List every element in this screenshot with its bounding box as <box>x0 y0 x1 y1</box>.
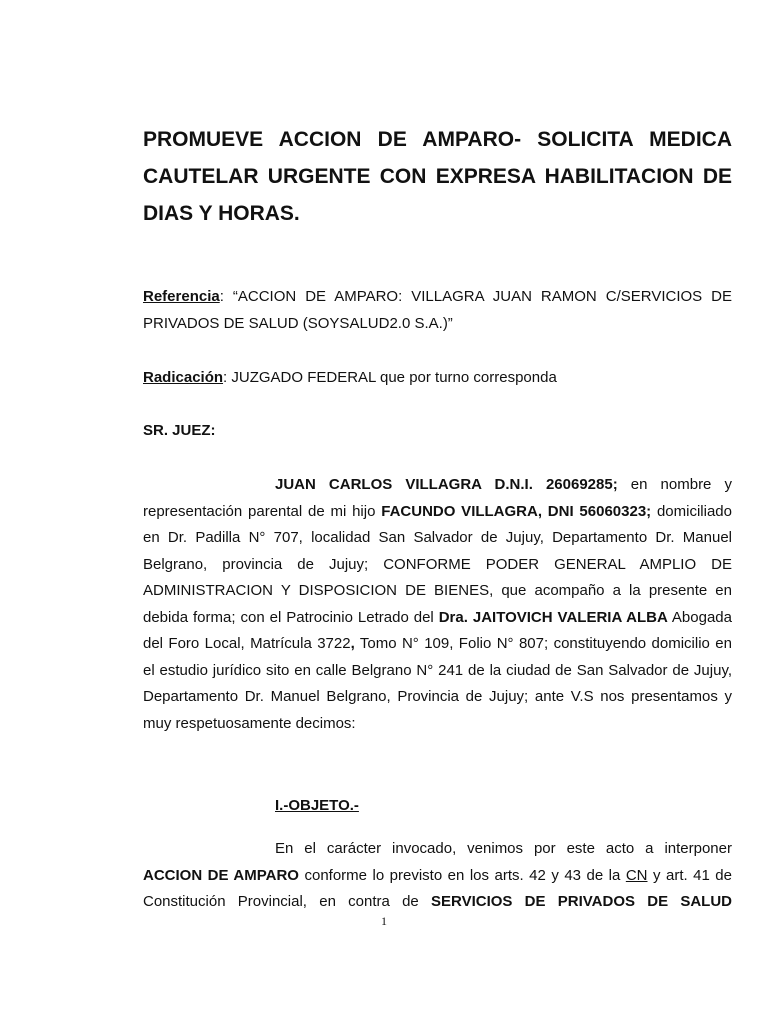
petitioner-name: JUAN CARLOS VILLAGRA D.N.I. 26069285; <box>275 476 618 493</box>
radicacion-paragraph <box>143 365 732 392</box>
referencia-paragraph <box>143 284 732 337</box>
defendant-name: SERVICIOS DE PRIVADOS DE SALUD <box>431 893 732 910</box>
document-title <box>143 121 732 232</box>
title-line-3: DIAS Y HORAS. <box>143 202 300 225</box>
section-heading-objeto: I.-OBJETO.- <box>275 797 359 814</box>
title-line-1: PROMUEVE ACCION DE AMPARO- SOLICITA MEDICA <box>143 128 732 151</box>
radicacion-label: Radicación <box>143 369 224 386</box>
referencia-text-1: : “ACCION DE AMPARO: VILLAGRA JUAN RAMON C/SERVICIOS DE <box>219 288 732 305</box>
referencia-text-2: PRIVADOS DE SALUD (SOYSALUD2.0 S.A.)” <box>143 314 453 332</box>
radicacion-text: : JUZGADO FEDERAL que por turno corresponda <box>223 369 557 386</box>
lawyer-name: Dra. JAITOVICH VALERIA ALBA <box>438 608 668 626</box>
salutation: SR. JUEZ: <box>143 422 216 439</box>
objeto-paragraph: En el carácter invocado, venimos por este acto a interponer ACCION DE AMPARO conforme lo previsto en los arts. 42 y 43 de la CN y art. 41 de Constitución Provincial, en contra de SERVICIOS DE PRIVADOS DE SALUD <box>143 840 732 910</box>
child-name: FACUNDO VILLAGRA, DNI 56060323; <box>381 502 652 520</box>
intro-paragraph: JUAN CARLOS VILLAGRA D.N.I. 26069285; en nombre y representación parental de mi hijo FACUNDO VILLAGRA, DNI 56060323; domiciliado en Dr. Padilla N° 707, localidad San Salvador de Jujuy, Departamento Dr. Manuel Belgrano, provincia de Jujuy; CONFORME PODER GENERAL AMPLIO DE ADMINISTRACION Y DISPOSICION DE BIENES, que acompaño a la presente en debida forma; con el Patrocinio Letrado del Dra. JAITOVICH VALERIA ALBA Abogada del Foro Local, Matrícula 3722, Tomo N° 109, Folio N° 807; constituyendo domicilio en el estudio jurídico sito en calle Belgrano N° 241 de la ciudad de San Salvador de Jujuy, Departamento Dr. Manuel Belgrano, Provincia de Jujuy; ante V.S nos presentamos y muy respetuosamente decimos: <box>143 476 732 732</box>
accion-de-amparo: ACCION DE AMPARO <box>143 866 299 884</box>
title-line-2: CAUTELAR URGENTE CON EXPRESA HABILITACION DE <box>143 165 732 188</box>
page-number: 1 <box>381 914 387 928</box>
referencia-label: Referencia <box>143 288 220 305</box>
